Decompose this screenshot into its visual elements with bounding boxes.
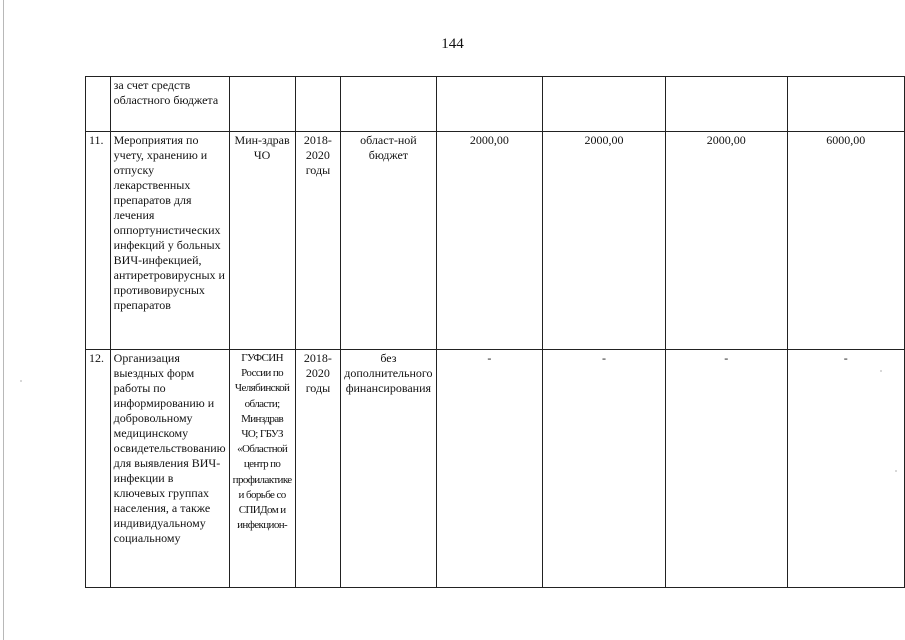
funding-source-cell: без дополнительного финансирования	[341, 350, 436, 588]
table-row	[86, 132, 905, 350]
period-cell: 2018-2020 годы	[295, 132, 341, 350]
executor-cell: ГУФСИН России по Челябинской области; Минздрав ЧО; ГБУЗ «Областной центр по профилактике и борьбе со СПИДом и инфекцион-	[229, 350, 295, 588]
program-table	[85, 76, 905, 588]
table-row-continuation	[86, 77, 905, 132]
event-name-cell: Организация выездных форм работы по информированию и добровольному медицинскому освидетельствованию для выявления ВИЧ-инфекции в ключевых группах населения, а также индивидуальному социальному	[110, 350, 229, 588]
event-name-cell: за счет средств областного бюджета	[110, 77, 229, 132]
executor-cell	[229, 77, 295, 132]
scan-speck	[880, 370, 882, 372]
executor-cell: Мин-здрав ЧО	[229, 132, 295, 350]
row-number-cell: 11.	[86, 132, 111, 350]
scan-speck	[895, 470, 897, 472]
amount-cell-3: 2000,00	[665, 132, 787, 350]
funding-source-cell	[341, 77, 436, 132]
period-cell	[295, 77, 341, 132]
period-cell: 2018-2020 годы	[295, 350, 341, 588]
amount-cell-3	[665, 77, 787, 132]
page-number: 144	[441, 36, 464, 52]
amount-cell-2: 2000,00	[543, 132, 666, 350]
scan-edge-line	[3, 0, 4, 640]
event-name-cell: Мероприятия по учету, хранению и отпуску лекарственных препаратов для лечения оппортунистических инфекций у больных ВИЧ-инфекцией, антиретровирусных и противовирусных препаратов	[110, 132, 229, 350]
amount-total-cell: -	[787, 350, 904, 588]
row-number-cell: 12.	[86, 350, 111, 588]
amount-cell-2: -	[543, 350, 666, 588]
amount-cell-1	[436, 77, 543, 132]
scan-speck	[20, 380, 22, 382]
funding-source-cell: област-ной бюджет	[341, 132, 436, 350]
amount-cell-3: -	[665, 350, 787, 588]
row-number-cell	[86, 77, 111, 132]
table-row	[86, 350, 905, 588]
amount-total-cell: 6000,00	[787, 132, 904, 350]
amount-cell-1: 2000,00	[436, 132, 543, 350]
amount-total-cell	[787, 77, 904, 132]
amount-cell-1: -	[436, 350, 543, 588]
amount-cell-2	[543, 77, 666, 132]
